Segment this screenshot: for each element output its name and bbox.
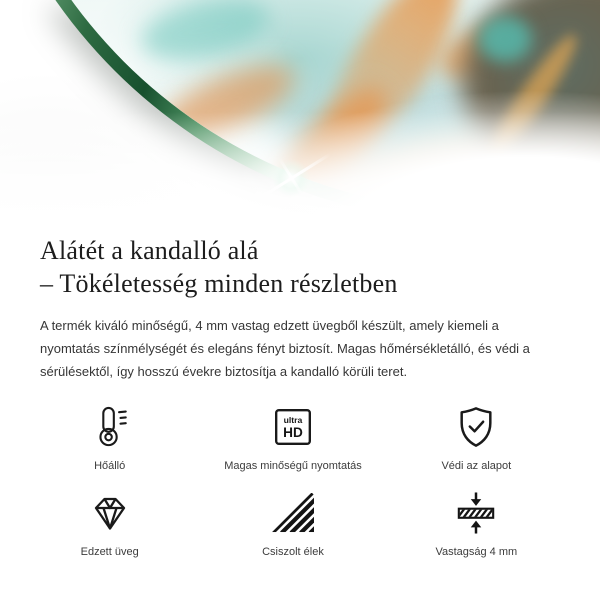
product-description: A termék kiváló minőségű, 4 mm vastag edzett üvegből készült, amely kiemeli a nyomtatás színmélységét és elegáns fényt biztosít. Magas hőmérsékletálló, és védi a sérülésektől, így hosszú évekre biztosítja a kandalló körüli teret. [40, 318, 530, 379]
polished-edges-icon [272, 490, 314, 536]
white-fade-overlay [0, 0, 600, 234]
feature-label: Magas minőségű nyomtatás [224, 460, 362, 472]
feature-heat-resistant [18, 404, 201, 473]
feature-label: Védi az alapot [441, 460, 512, 472]
diamond-icon [87, 490, 133, 536]
ultra-hd-icon-text-top: ultra [283, 414, 303, 425]
feature-protects-base [385, 404, 568, 473]
feature-label: Csiszolt élek [262, 546, 324, 558]
page-title-line1: Alátét a kandalló alá [40, 236, 259, 265]
product-photo [0, 0, 600, 234]
feature-thickness [385, 490, 568, 559]
shield-check-icon [455, 404, 497, 450]
ultra-hd-icon [273, 404, 313, 450]
feature-tempered-glass [18, 490, 201, 559]
feature-grid [0, 404, 600, 559]
feature-polished-edges [201, 490, 384, 559]
product-text-section [0, 234, 600, 383]
page-title [40, 234, 560, 300]
feature-print-quality [201, 404, 384, 473]
thermometer-icon [89, 404, 131, 450]
feature-label: Hőálló [94, 460, 126, 472]
feature-label: Edzett üveg [80, 546, 139, 558]
page-title-line2: – Tökéletesség minden részletben [40, 269, 398, 298]
thickness-icon [455, 490, 497, 536]
feature-label: Vastagság 4 mm [435, 546, 518, 558]
ultra-hd-icon-text-bottom: HD [283, 425, 303, 440]
